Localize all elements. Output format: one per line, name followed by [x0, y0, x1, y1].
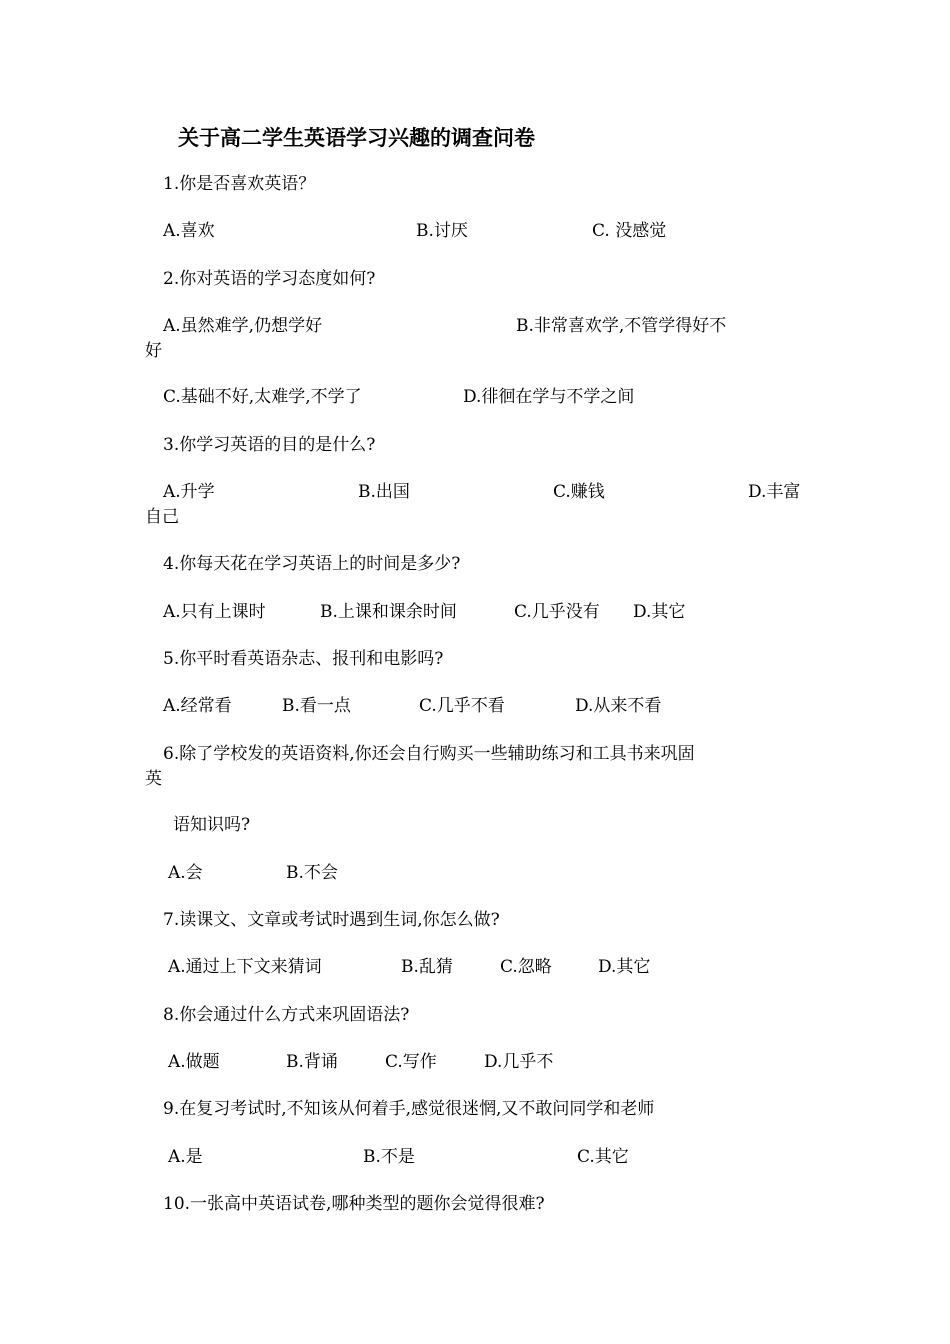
q1-option-b: B.讨厌	[416, 221, 468, 241]
q7-option-a: A.通过上下文来猜词	[168, 957, 322, 977]
q6-option-a: A.会	[168, 863, 203, 883]
question-8: 8.你会通过什么方式来巩固语法?	[163, 1005, 410, 1025]
q3-option-b: B.出国	[358, 482, 410, 502]
question-10: 10.一张高中英语试卷,哪种类型的题你会觉得很难?	[163, 1194, 545, 1214]
q9-option-b: B.不是	[363, 1147, 415, 1167]
question-6-wrap: 英	[145, 769, 162, 789]
q8-option-d: D.几乎不	[484, 1052, 554, 1072]
q9-option-c: C.其它	[577, 1147, 629, 1167]
q4-option-b: B.上课和课余时间	[320, 602, 457, 622]
q5-option-c: C.几乎不看	[419, 696, 505, 716]
q7-option-c: C.忽略	[500, 957, 552, 977]
q5-option-d: D.从来不看	[575, 696, 662, 716]
q4-option-c: C.几乎没有	[514, 602, 600, 622]
question-7: 7.读课文、文章或考试时遇到生词,你怎么做?	[163, 910, 500, 930]
q4-option-a: A.只有上课时	[163, 602, 266, 622]
q2-option-d: D.徘徊在学与不学之间	[463, 387, 635, 407]
q2-option-b-wrap: 好	[145, 341, 162, 361]
q7-option-d: D.其它	[598, 957, 651, 977]
q9-option-a: A.是	[168, 1147, 203, 1167]
question-9: 9.在复习考试时,不知该从何着手,感觉很迷惘,又不敢问同学和老师	[163, 1099, 655, 1119]
q3-option-d-wrap: 自己	[145, 507, 179, 527]
q8-option-b: B.背诵	[286, 1052, 338, 1072]
q4-option-d: D.其它	[633, 602, 686, 622]
q3-option-c: C.赚钱	[553, 482, 605, 502]
q2-option-c: C.基础不好,太难学,不学了	[163, 387, 362, 407]
q1-option-a: A.喜欢	[163, 221, 215, 241]
question-3: 3.你学习英语的目的是什么?	[163, 435, 376, 455]
q8-option-c: C.写作	[385, 1052, 437, 1072]
q8-option-a: A.做题	[168, 1052, 220, 1072]
question-6: 6.除了学校发的英语资料,你还会自行购买一些辅助练习和工具书来巩固	[163, 744, 695, 764]
q5-option-b: B.看一点	[282, 696, 351, 716]
q2-option-a: A.虽然难学,仍想学好	[163, 316, 323, 336]
q1-option-c: C. 没感觉	[592, 221, 667, 241]
q5-option-a: A.经常看	[163, 696, 232, 716]
question-5: 5.你平时看英语杂志、报刊和电影吗?	[163, 649, 444, 669]
q3-option-d: D.丰富	[748, 482, 801, 502]
page-title: 关于高二学生英语学习兴趣的调查问卷	[178, 125, 535, 150]
question-4: 4.你每天花在学习英语上的时间是多少?	[163, 554, 461, 574]
q3-option-a: A.升学	[163, 482, 215, 502]
question-1: 1.你是否喜欢英语？	[163, 174, 316, 194]
question-2: 2.你对英语的学习态度如何?	[163, 269, 376, 289]
q6-option-b: B.不会	[286, 863, 338, 883]
q2-option-b: B.非常喜欢学,不管学得好不	[516, 316, 727, 336]
question-6-continued: 语知识吗?	[173, 815, 251, 835]
q7-option-b: B.乱猜	[401, 957, 453, 977]
